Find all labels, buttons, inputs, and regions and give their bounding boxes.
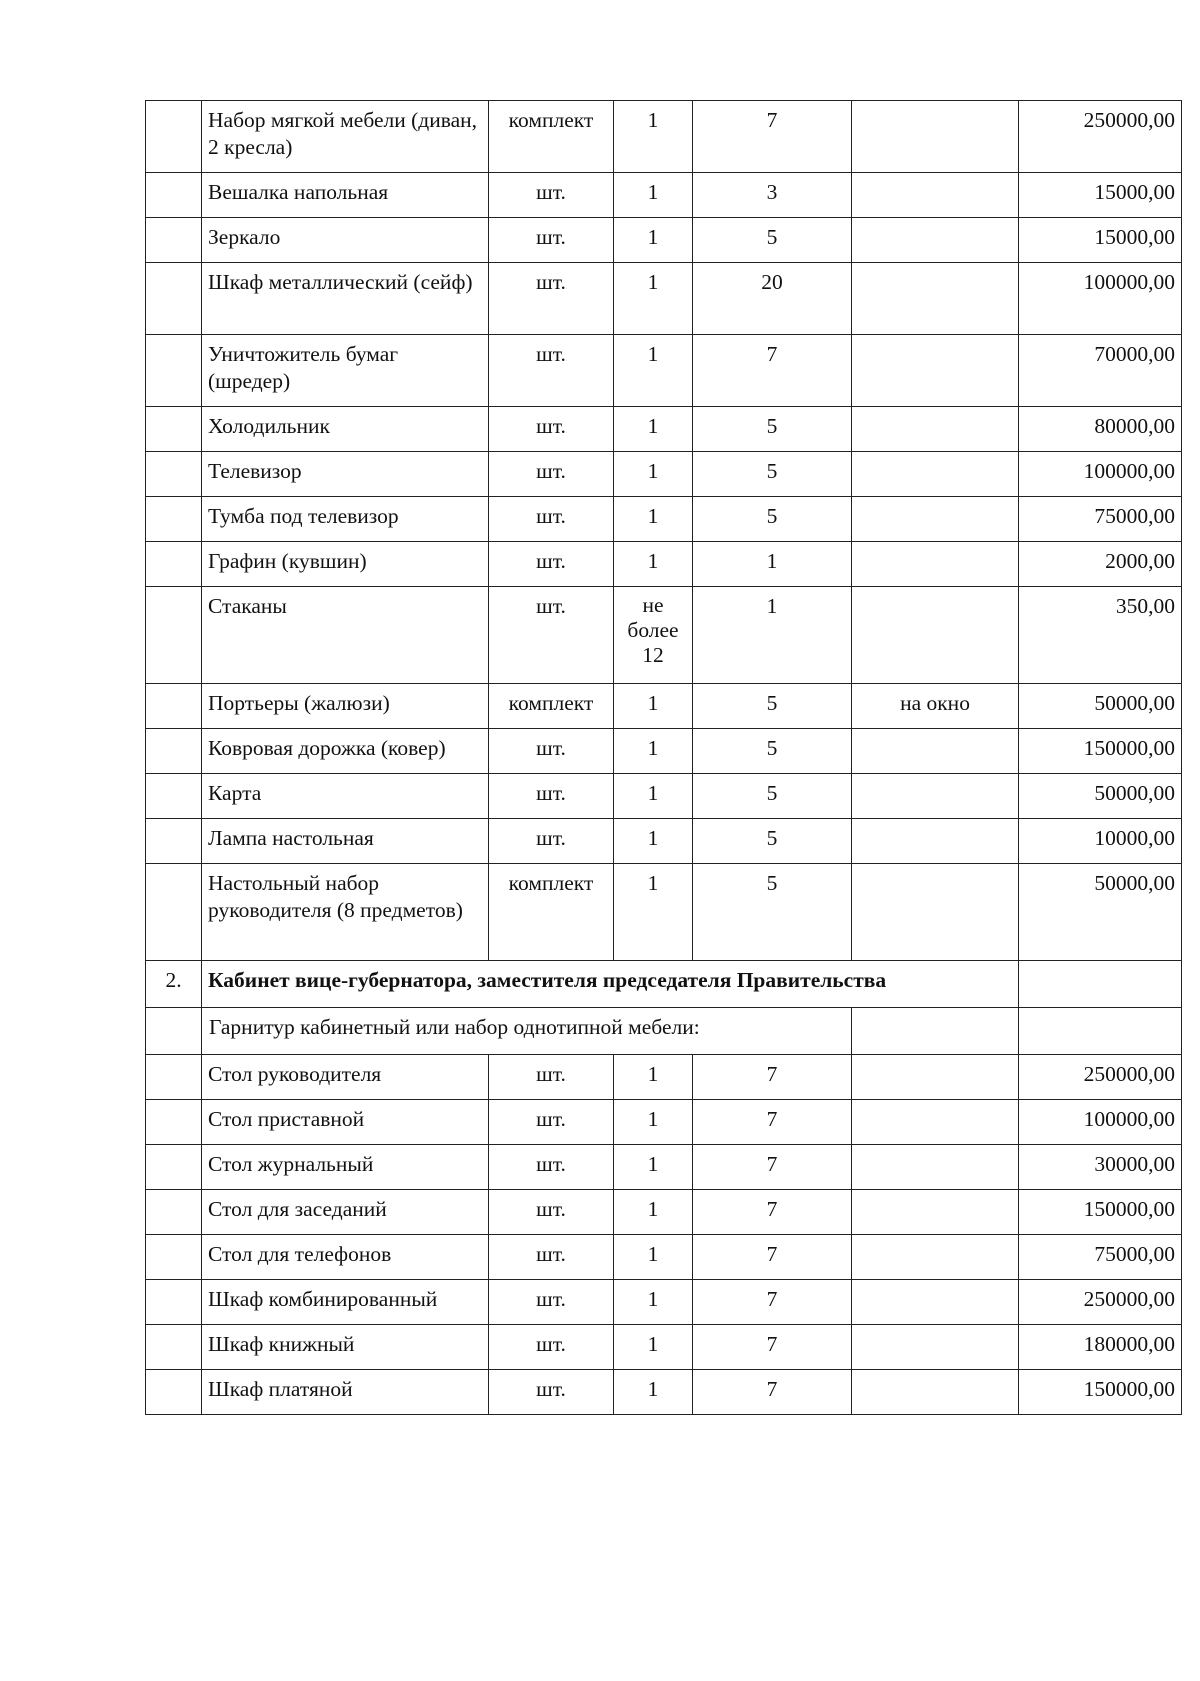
item-quantity: 1 [614, 1370, 693, 1415]
row-number [146, 407, 202, 452]
row-number [146, 819, 202, 864]
item-price: 50000,00 [1019, 774, 1182, 819]
item-unit: шт. [489, 774, 614, 819]
item-term: 5 [693, 819, 852, 864]
item-unit: шт. [489, 335, 614, 407]
item-price: 150000,00 [1019, 1190, 1182, 1235]
row-number [146, 729, 202, 774]
item-unit: шт. [489, 407, 614, 452]
row-number [146, 864, 202, 961]
item-name: Графин (кувшин) [202, 542, 489, 587]
item-quantity: 1 [614, 1235, 693, 1280]
row-number [146, 173, 202, 218]
item-note [852, 542, 1019, 587]
table-cell-empty [1019, 961, 1182, 1008]
item-name: Шкаф платяной [202, 1370, 489, 1415]
row-number [146, 1235, 202, 1280]
item-note [852, 1100, 1019, 1145]
section-subheading: Гарнитур кабинетный или набор однотипной мебели: [202, 1008, 852, 1055]
row-number [146, 1280, 202, 1325]
item-name: Карта [202, 774, 489, 819]
item-price: 250000,00 [1019, 1280, 1182, 1325]
item-note [852, 101, 1019, 173]
item-note [852, 407, 1019, 452]
item-unit: шт. [489, 1145, 614, 1190]
row-number [146, 684, 202, 729]
inventory-table [145, 100, 1182, 1415]
item-quantity: 1 [614, 1280, 693, 1325]
item-name: Стол для заседаний [202, 1190, 489, 1235]
row-number [146, 774, 202, 819]
item-price: 250000,00 [1019, 1055, 1182, 1100]
item-term: 5 [693, 774, 852, 819]
table-row [146, 335, 1182, 407]
table-row [146, 263, 1182, 335]
item-name: Набор мягкой мебели (диван, 2 кресла) [202, 101, 489, 173]
row-number [146, 497, 202, 542]
table-row [146, 819, 1182, 864]
item-term: 5 [693, 452, 852, 497]
item-unit: шт. [489, 1235, 614, 1280]
item-quantity: 1 [614, 101, 693, 173]
item-unit: шт. [489, 542, 614, 587]
section-number: 2. [146, 961, 202, 1008]
item-unit: шт. [489, 173, 614, 218]
item-quantity: 1 [614, 729, 693, 774]
item-note: на окно [852, 684, 1019, 729]
item-unit: шт. [489, 1280, 614, 1325]
item-quantity: 1 [614, 542, 693, 587]
item-price: 180000,00 [1019, 1325, 1182, 1370]
item-price: 100000,00 [1019, 452, 1182, 497]
row-number [146, 1370, 202, 1415]
item-unit: шт. [489, 497, 614, 542]
row-number [146, 335, 202, 407]
item-term: 7 [693, 101, 852, 173]
item-note [852, 263, 1019, 335]
item-name: Холодильник [202, 407, 489, 452]
item-quantity: 1 [614, 497, 693, 542]
item-quantity: 1 [614, 864, 693, 961]
table-cell-empty [852, 1008, 1019, 1055]
item-unit: комплект [489, 684, 614, 729]
item-unit: шт. [489, 218, 614, 263]
item-price: 30000,00 [1019, 1145, 1182, 1190]
table-row [146, 407, 1182, 452]
table-row [146, 1100, 1182, 1145]
item-quantity: 1 [614, 1055, 693, 1100]
table-row [146, 1325, 1182, 1370]
item-quantity: 1 [614, 335, 693, 407]
item-term: 7 [693, 1145, 852, 1190]
table-row [146, 1370, 1182, 1415]
table-row [146, 497, 1182, 542]
item-quantity: не более 12 [614, 587, 693, 684]
item-note [852, 819, 1019, 864]
item-unit: шт. [489, 1325, 614, 1370]
table-row [146, 542, 1182, 587]
row-number [146, 101, 202, 173]
table-row [146, 452, 1182, 497]
item-term: 1 [693, 587, 852, 684]
table-row [146, 1280, 1182, 1325]
item-price: 2000,00 [1019, 542, 1182, 587]
item-note [852, 497, 1019, 542]
item-note [852, 774, 1019, 819]
item-note [852, 864, 1019, 961]
row-number [146, 452, 202, 497]
section-2-rows [146, 1055, 1182, 1415]
item-quantity: 1 [614, 407, 693, 452]
item-price: 50000,00 [1019, 864, 1182, 961]
row-number [146, 1190, 202, 1235]
row-number [146, 542, 202, 587]
row-number [146, 1055, 202, 1100]
row-number [146, 1100, 202, 1145]
table-row [146, 1190, 1182, 1235]
item-quantity: 1 [614, 1100, 693, 1145]
item-term: 5 [693, 407, 852, 452]
item-unit: шт. [489, 1100, 614, 1145]
table-row [146, 729, 1182, 774]
item-name: Стол для телефонов [202, 1235, 489, 1280]
table-row [146, 684, 1182, 729]
item-term: 7 [693, 1370, 852, 1415]
item-note [852, 1325, 1019, 1370]
table-row [146, 173, 1182, 218]
item-quantity: 1 [614, 263, 693, 335]
row-number [146, 1145, 202, 1190]
item-note [852, 335, 1019, 407]
item-name: Шкаф металлический (сейф) [202, 263, 489, 335]
item-price: 10000,00 [1019, 819, 1182, 864]
item-price: 15000,00 [1019, 218, 1182, 263]
item-quantity: 1 [614, 684, 693, 729]
item-note [852, 452, 1019, 497]
item-name: Настольный набор руководителя (8 предметов) [202, 864, 489, 961]
item-name: Стол приставной [202, 1100, 489, 1145]
table-cell-empty [146, 1008, 202, 1055]
item-price: 70000,00 [1019, 335, 1182, 407]
item-quantity: 1 [614, 1145, 693, 1190]
item-name: Телевизор [202, 452, 489, 497]
item-name: Стол журнальный [202, 1145, 489, 1190]
item-unit: шт. [489, 587, 614, 684]
item-term: 7 [693, 1235, 852, 1280]
item-term: 7 [693, 1325, 852, 1370]
item-unit: шт. [489, 263, 614, 335]
item-name: Ковровая дорожка (ковер) [202, 729, 489, 774]
section-2-subheading-row [146, 1008, 1182, 1055]
item-name: Лампа настольная [202, 819, 489, 864]
table-row [146, 1055, 1182, 1100]
item-name: Вешалка напольная [202, 173, 489, 218]
item-note [852, 1145, 1019, 1190]
item-term: 5 [693, 729, 852, 774]
table-row [146, 1145, 1182, 1190]
item-note [852, 1280, 1019, 1325]
item-unit: шт. [489, 729, 614, 774]
row-number [146, 263, 202, 335]
item-unit: комплект [489, 864, 614, 961]
item-price: 100000,00 [1019, 263, 1182, 335]
item-quantity: 1 [614, 774, 693, 819]
item-unit: шт. [489, 1370, 614, 1415]
section-2-title-row [146, 961, 1182, 1008]
row-number [146, 587, 202, 684]
item-term: 7 [693, 1055, 852, 1100]
item-price: 150000,00 [1019, 729, 1182, 774]
item-name: Стаканы [202, 587, 489, 684]
item-name: Зеркало [202, 218, 489, 263]
item-name: Уничтожитель бумаг (шредер) [202, 335, 489, 407]
item-price: 50000,00 [1019, 684, 1182, 729]
item-quantity: 1 [614, 1190, 693, 1235]
item-unit: шт. [489, 1190, 614, 1235]
table-row [146, 218, 1182, 263]
item-note [852, 729, 1019, 774]
item-price: 75000,00 [1019, 1235, 1182, 1280]
item-price: 15000,00 [1019, 173, 1182, 218]
table-row [146, 101, 1182, 173]
item-term: 7 [693, 1190, 852, 1235]
table-row [146, 864, 1182, 961]
item-term: 5 [693, 684, 852, 729]
item-note [852, 587, 1019, 684]
row-number [146, 1325, 202, 1370]
item-quantity: 1 [614, 173, 693, 218]
table-row [146, 774, 1182, 819]
item-quantity: 1 [614, 1325, 693, 1370]
item-term: 5 [693, 218, 852, 263]
item-term: 7 [693, 335, 852, 407]
item-note [852, 1370, 1019, 1415]
row-number [146, 218, 202, 263]
item-unit: шт. [489, 452, 614, 497]
item-price: 150000,00 [1019, 1370, 1182, 1415]
item-name: Стол руководителя [202, 1055, 489, 1100]
item-term: 3 [693, 173, 852, 218]
item-note [852, 1055, 1019, 1100]
table-row [146, 587, 1182, 684]
section-1-rows [146, 101, 1182, 961]
item-note [852, 1235, 1019, 1280]
section-2-header [146, 961, 1182, 1055]
item-quantity: 1 [614, 452, 693, 497]
item-note [852, 173, 1019, 218]
item-term: 5 [693, 864, 852, 961]
item-quantity: 1 [614, 218, 693, 263]
item-note [852, 218, 1019, 263]
item-name: Шкаф книжный [202, 1325, 489, 1370]
item-term: 7 [693, 1100, 852, 1145]
item-name: Портьеры (жалюзи) [202, 684, 489, 729]
table-cell-empty [1019, 1008, 1182, 1055]
item-price: 350,00 [1019, 587, 1182, 684]
item-term: 5 [693, 497, 852, 542]
item-quantity: 1 [614, 819, 693, 864]
item-note [852, 1190, 1019, 1235]
item-price: 75000,00 [1019, 497, 1182, 542]
table-row [146, 1235, 1182, 1280]
item-price: 250000,00 [1019, 101, 1182, 173]
item-price: 100000,00 [1019, 1100, 1182, 1145]
item-unit: шт. [489, 1055, 614, 1100]
item-term: 1 [693, 542, 852, 587]
item-term: 20 [693, 263, 852, 335]
item-name: Шкаф комбинированный [202, 1280, 489, 1325]
item-name: Тумба под телевизор [202, 497, 489, 542]
item-term: 7 [693, 1280, 852, 1325]
item-unit: комплект [489, 101, 614, 173]
section-title: Кабинет вице-губернатора, заместителя председателя Правительства [202, 961, 1019, 1008]
item-unit: шт. [489, 819, 614, 864]
item-price: 80000,00 [1019, 407, 1182, 452]
